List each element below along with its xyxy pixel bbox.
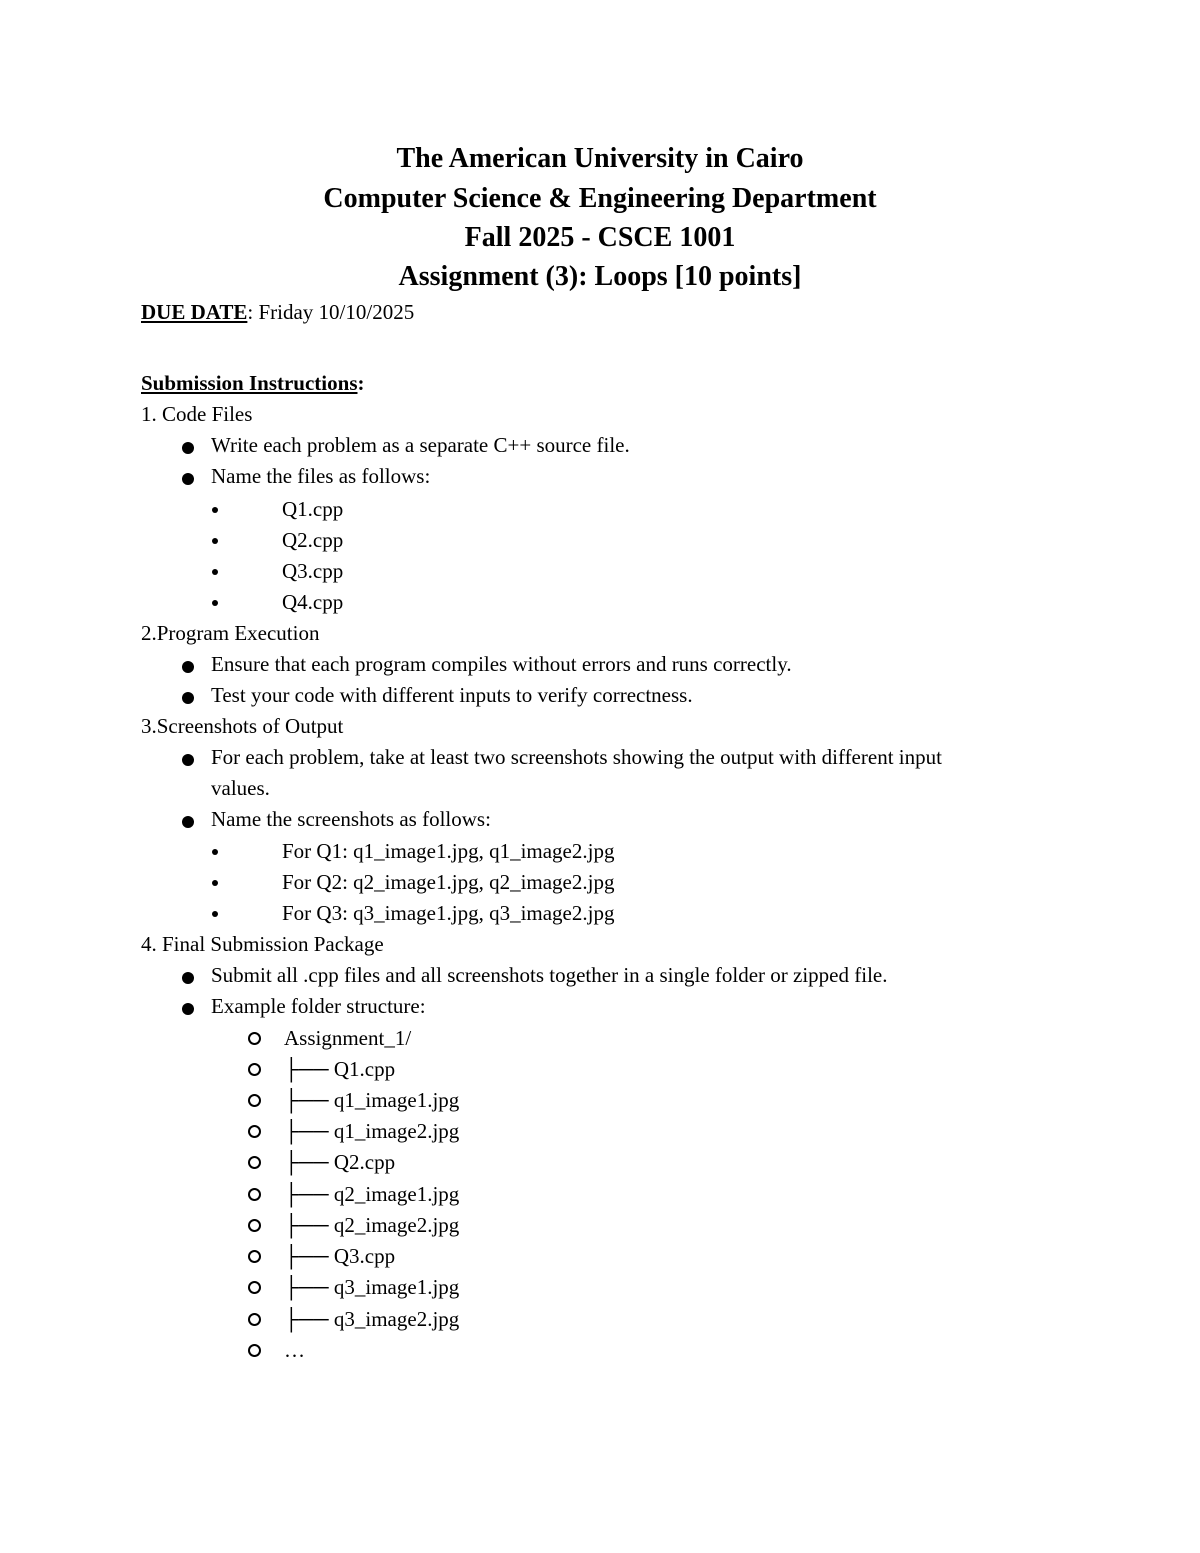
folder-tree-item: ├── q3_image1.jpg	[284, 1275, 460, 1299]
submission-heading-colon: :	[357, 371, 365, 395]
folder-tree-item: ├── q3_image2.jpg	[284, 1307, 460, 1331]
small-bullet-icon	[212, 569, 218, 575]
circle-bullet-icon	[248, 1188, 261, 1201]
bullet-icon	[182, 754, 194, 766]
list-item: For each problem, take at least two screenshots showing the output with different input	[211, 745, 942, 769]
due-date-label: DUE DATE	[141, 300, 248, 324]
bullet-icon	[182, 661, 194, 673]
bullet-icon	[182, 972, 194, 984]
circle-bullet-icon	[248, 1125, 261, 1138]
list-item: Name the files as follows:	[211, 464, 431, 488]
course-title: Fall 2025 - CSCE 1001	[464, 222, 736, 253]
bullet-icon	[182, 442, 194, 454]
list-item: Name the screenshots as follows:	[211, 807, 491, 831]
section-title-code-files: 1. Code Files	[141, 402, 253, 426]
small-bullet-icon	[212, 880, 218, 886]
bullet-icon	[182, 692, 194, 704]
sub-list-item: For Q3: q3_image1.jpg, q3_image2.jpg	[282, 901, 615, 925]
sub-list-item: Q4.cpp	[282, 590, 344, 614]
section-title-final-submission: 4. Final Submission Package	[141, 932, 384, 956]
circle-bullet-icon	[248, 1156, 261, 1169]
folder-tree-item: ├── Q1.cpp	[284, 1057, 396, 1081]
folder-tree-item: ├── Q3.cpp	[284, 1244, 396, 1268]
due-date	[141, 297, 414, 328]
list-item: Ensure that each program compiles without errors and runs correctly.	[211, 652, 792, 676]
due-date-value: : Friday 10/10/2025	[247, 300, 415, 324]
university-title: The American University in Cairo	[396, 143, 804, 174]
list-item-continuation: values.	[211, 776, 270, 800]
circle-bullet-icon	[248, 1281, 261, 1294]
bullet-icon	[182, 816, 194, 828]
circle-bullet-icon	[248, 1032, 261, 1045]
sub-list-item: Q1.cpp	[282, 497, 344, 521]
list-item: Example folder structure:	[211, 994, 426, 1018]
bullet-icon	[182, 1003, 194, 1015]
sub-list-item: For Q1: q1_image1.jpg, q1_image2.jpg	[282, 839, 615, 863]
folder-tree-item: ├── q2_image1.jpg	[284, 1182, 460, 1206]
bullet-icon	[182, 473, 194, 485]
sub-list-item: Q2.cpp	[282, 528, 344, 552]
circle-bullet-icon	[248, 1344, 261, 1357]
list-item: Test your code with different inputs to verify correctness.	[211, 683, 693, 707]
list-item: Submit all .cpp files and all screenshots together in a single folder or zipped file.	[211, 963, 888, 987]
circle-bullet-icon	[248, 1313, 261, 1326]
section-title-program-execution: 2.Program Execution	[141, 621, 320, 645]
small-bullet-icon	[212, 600, 218, 606]
list-item: Write each problem as a separate C++ source file.	[211, 433, 630, 457]
circle-bullet-icon	[248, 1250, 261, 1263]
small-bullet-icon	[212, 911, 218, 917]
small-bullet-icon	[212, 538, 218, 544]
circle-bullet-icon	[248, 1094, 261, 1107]
folder-tree-item: ├── q1_image1.jpg	[284, 1088, 460, 1112]
folder-tree-item: Assignment_1/	[284, 1026, 412, 1050]
assignment-title: Assignment (3): Loops [10 points]	[398, 261, 802, 292]
submission-heading	[141, 368, 365, 399]
department-title: Computer Science & Engineering Department	[323, 183, 877, 214]
circle-bullet-icon	[248, 1219, 261, 1232]
small-bullet-icon	[212, 507, 218, 513]
folder-tree-item: ├── q2_image2.jpg	[284, 1213, 460, 1237]
submission-heading-label: Submission Instructions	[141, 371, 358, 395]
folder-tree-item: ├── q1_image2.jpg	[284, 1119, 460, 1143]
sub-list-item: Q3.cpp	[282, 559, 344, 583]
section-title-screenshots: 3.Screenshots of Output	[141, 714, 344, 738]
folder-tree-item: ├── Q2.cpp	[284, 1150, 396, 1174]
circle-bullet-icon	[248, 1063, 261, 1076]
sub-list-item: For Q2: q2_image1.jpg, q2_image2.jpg	[282, 870, 615, 894]
folder-tree-item: …	[284, 1338, 305, 1362]
small-bullet-icon	[212, 849, 218, 855]
